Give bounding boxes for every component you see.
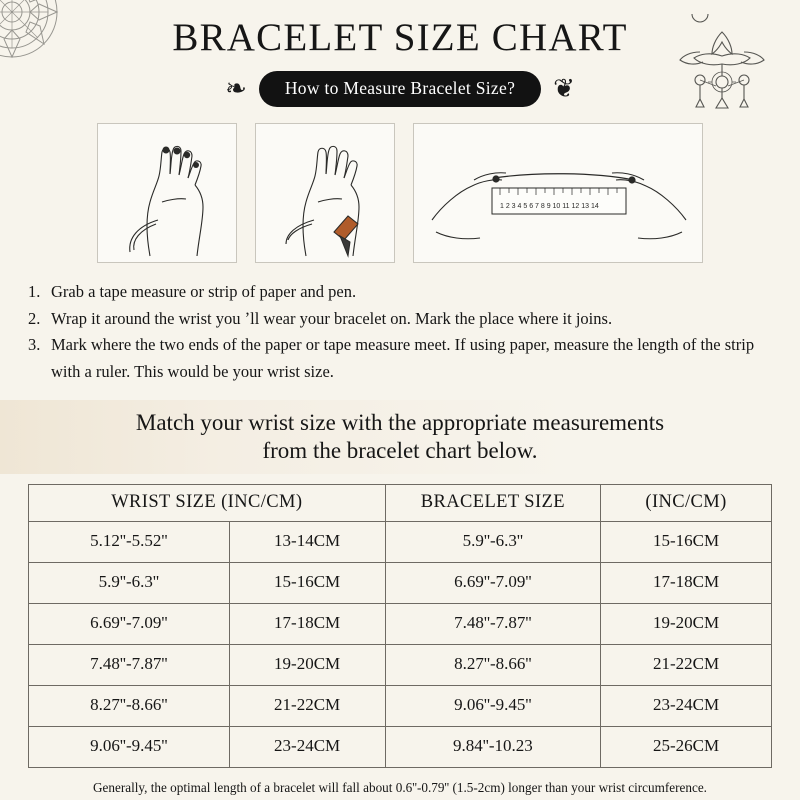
cell-wrist-cm: 13-14CM — [229, 521, 385, 562]
cell-bracelet-cm: 25-26CM — [601, 726, 772, 767]
cell-bracelet-inch: 9.84''-10.23 — [385, 726, 600, 767]
cell-wrist-inch: 5.12''-5.52'' — [29, 521, 230, 562]
illustration-row — [0, 123, 800, 263]
bracelet-size-table — [28, 484, 772, 768]
cell-bracelet-inch: 6.69''-7.09'' — [385, 562, 600, 603]
subtitle-row — [0, 71, 800, 107]
footnote: Generally, the optimal length of a bracelet will fall about 0.6''-0.79'' (1.5-2cm) longer than your wrist circumference. — [93, 779, 707, 795]
flourish-right-icon: ❦ — [553, 73, 575, 103]
cell-wrist-cm: 23-24CM — [229, 726, 385, 767]
cell-wrist-inch: 7.48''-7.87'' — [29, 644, 230, 685]
cell-bracelet-cm: 19-20CM — [601, 603, 772, 644]
banner-line-1: Match your wrist size with the appropriate measurements — [135, 410, 665, 436]
table-row — [29, 562, 772, 603]
hand-with-pen-illustration — [255, 123, 395, 263]
table-row — [29, 603, 772, 644]
cell-bracelet-inch: 5.9''-6.3'' — [385, 521, 600, 562]
header-bracelet-size: BRACELET SIZE — [385, 484, 600, 521]
cell-wrist-cm: 15-16CM — [229, 562, 385, 603]
match-banner — [0, 400, 800, 474]
step-text: Grab a tape measure or strip of paper and pen. — [51, 281, 357, 301]
step-text: Mark where the two ends of the paper or tape measure meet. If using paper, measure the length of the strip with a ruler. This would be your wrist size. — [51, 335, 755, 382]
step-number: 3. — [28, 335, 41, 355]
size-table-wrap — [0, 474, 800, 768]
step-number: 2. — [28, 308, 41, 328]
step-text: Wrap it around the wrist you ʼll wear your bracelet on. Mark the place where it joins. — [51, 308, 613, 328]
step-number: 1. — [28, 281, 41, 301]
header-bracelet-units: (INC/CM) — [601, 484, 772, 521]
list-item — [28, 332, 772, 385]
cell-wrist-cm: 17-18CM — [229, 603, 385, 644]
list-item — [28, 279, 772, 306]
page-title: BRACELET SIZE CHART — [172, 16, 628, 59]
list-item — [28, 306, 772, 333]
cell-bracelet-cm: 17-18CM — [601, 562, 772, 603]
hand-with-tape-illustration — [97, 123, 237, 263]
subtitle-badge: How to Measure Bracelet Size? — [259, 71, 541, 107]
cell-bracelet-cm: 23-24CM — [601, 685, 772, 726]
cell-bracelet-cm: 15-16CM — [601, 521, 772, 562]
cell-wrist-inch: 5.9''-6.3'' — [29, 562, 230, 603]
cell-bracelet-cm: 21-22CM — [601, 644, 772, 685]
table-header-row — [29, 484, 772, 521]
table-row — [29, 726, 772, 767]
cell-bracelet-inch: 8.27''-8.66'' — [385, 644, 600, 685]
flourish-left-icon: ❧ — [225, 73, 247, 103]
cell-wrist-inch: 9.06''-9.45'' — [29, 726, 230, 767]
cell-bracelet-inch: 7.48''-7.87'' — [385, 603, 600, 644]
cell-wrist-cm: 21-22CM — [229, 685, 385, 726]
banner-line-2: from the bracelet chart below. — [262, 437, 538, 463]
cell-bracelet-inch: 9.06''-9.45'' — [385, 685, 600, 726]
header-wrist-size: WRIST SIZE (INC/CM) — [29, 484, 386, 521]
svg-text:1 2 3 4 5 6 7 8 9 10 11 12 13: 1 2 3 4 5 6 7 8 9 10 11 12 13 14 — [500, 202, 599, 210]
cell-wrist-cm: 19-20CM — [229, 644, 385, 685]
cell-wrist-inch: 6.69''-7.09'' — [29, 603, 230, 644]
steps-list — [0, 279, 800, 386]
hands-with-ruler-illustration — [413, 123, 703, 263]
table-row — [29, 521, 772, 562]
cell-wrist-inch: 8.27''-8.66'' — [29, 685, 230, 726]
table-row — [29, 644, 772, 685]
table-row — [29, 685, 772, 726]
